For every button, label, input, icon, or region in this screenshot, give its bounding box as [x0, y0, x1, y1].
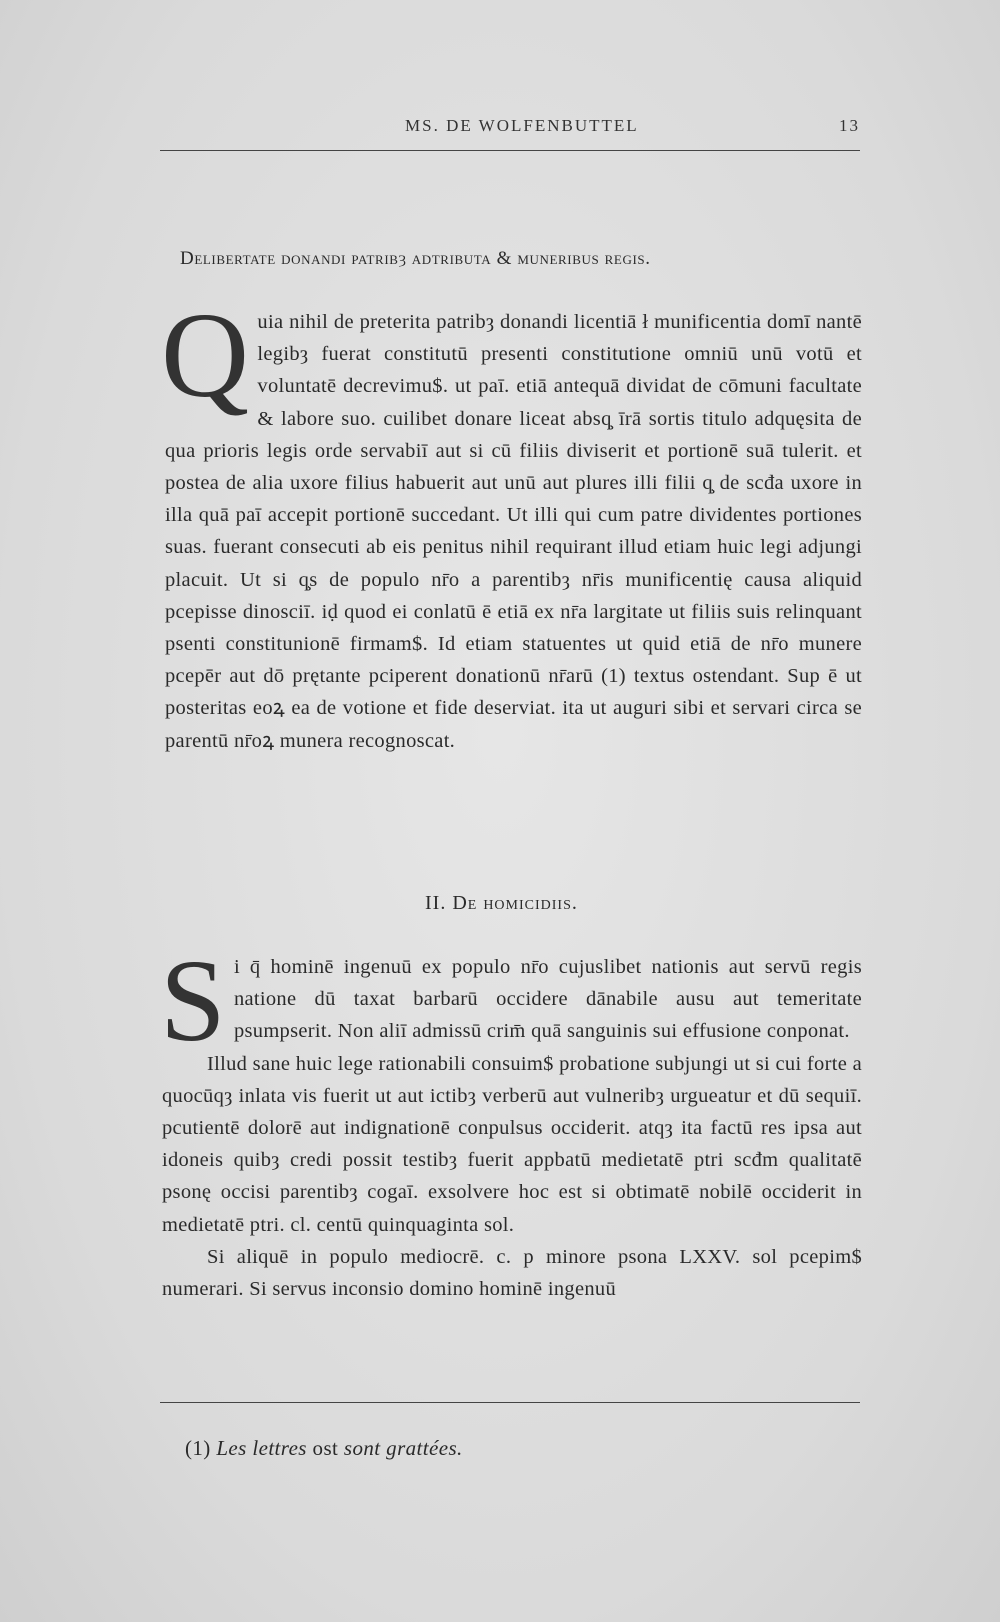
chapter-title: II. De homicidiis. — [425, 892, 578, 914]
chapter-body — [160, 935, 862, 1305]
footnote-text-italic: sont grattées. — [343, 1436, 463, 1460]
header-rule — [160, 150, 860, 151]
paragraph: Illud sane huic lege rationabili consuim$ probatione subjungi ut si cui forte a quocūqȝ inlata vis fuerit ut aut ictibȝ verberū aut vulneribȝ urgueatur et dū sequiī. pcutientē dolorē aut indignationē conpulsus occiderit. atqȝ ita factū res ipsa aut idoneis quibȝ credi possit testibȝ fuerit appbatū medietatē ptri scđm qualitatē psonę occisi parentibȝ cogaī. exsolvere hoc est si obtimatē nobilē occiderit in medietatē ptri. cl. centū quinquaginta sol. — [162, 1052, 862, 1236]
footnote-text: ost — [312, 1436, 339, 1460]
footnote-text-italic: Les lettres — [216, 1436, 307, 1460]
paragraph: Si aliquē in populo mediocrē. c. p minore psona LXXV. sol pcepim$ numerari. Si servus inconsio domino hominē ingenuū — [162, 1245, 862, 1301]
drop-cap: S — [160, 935, 226, 1066]
section-body — [161, 288, 862, 757]
section-title: Delibertate donandi patribȝ adtributa & muneribus regis. — [180, 248, 651, 269]
paragraph — [161, 288, 862, 757]
footnote — [185, 1436, 845, 1461]
paragraph-text: i q̄ hominē ingenuū ex populo nr̄o cujuslibet nationis aut servū regis natione dū taxat barbarū occidere dānabile ausu aut temeritate psumpserit. Non aliī admissū crim̄ quā sanguinis sui effusione conponat. — [233, 956, 862, 1043]
drop-cap: Q — [161, 288, 250, 423]
footnote-marker: (1) — [185, 1436, 211, 1460]
page-number: 13 — [839, 116, 860, 135]
running-title: MS. DE WOLFENBUTTEL — [405, 116, 639, 135]
footnote-rule — [160, 1402, 860, 1403]
paragraph-text: uia nihil de preterita patribȝ donandi licentiā ł munificentia domī nantē legibȝ fuerat constitutū presenti constitutione omniū unū votū et voluntatē decrevimu$. ut paī. etiā antequā dividat de cōmuni facultate & labore suo. cuilibet donare liceat absq̧ īrā sortis titulo adquęsita de qua prioris legis orde servabiī aut si cū filiis diviserit et portionē suā tulerit. et postea de alia uxore filius habuerit aut unū aut plures illi filii q̧ de scđa uxore in illa quā paī accepit portionē succedant. Ut illi qui cum patre dividentes portiones suas. fuerant consecuti ab eis penitus nihil requirant illud etiam huic legi adjungi placuit. Ut si q̧s de populo nr̄o a parentibȝ nr̄is munificentię causa aliquid pcepisse dinosciī. iḍ quod ei conlatū ē etiā ex nr̄a largitate ut filiis suis relinquant psenti constitunionē firmam$. Id etiam statuentes ut quid etiā de nr̄o munere pcepēr aut dō prętante pciperent donationū nr̄arū (1) textus ostendant. Sup ē ut posteritas eoꝝ ea de votione et fide deserviat. ita ut auguri sibi et servari circa se parentū nr̄oꝝ munera recognoscat. — [165, 311, 862, 752]
paragraph — [160, 935, 862, 1066]
